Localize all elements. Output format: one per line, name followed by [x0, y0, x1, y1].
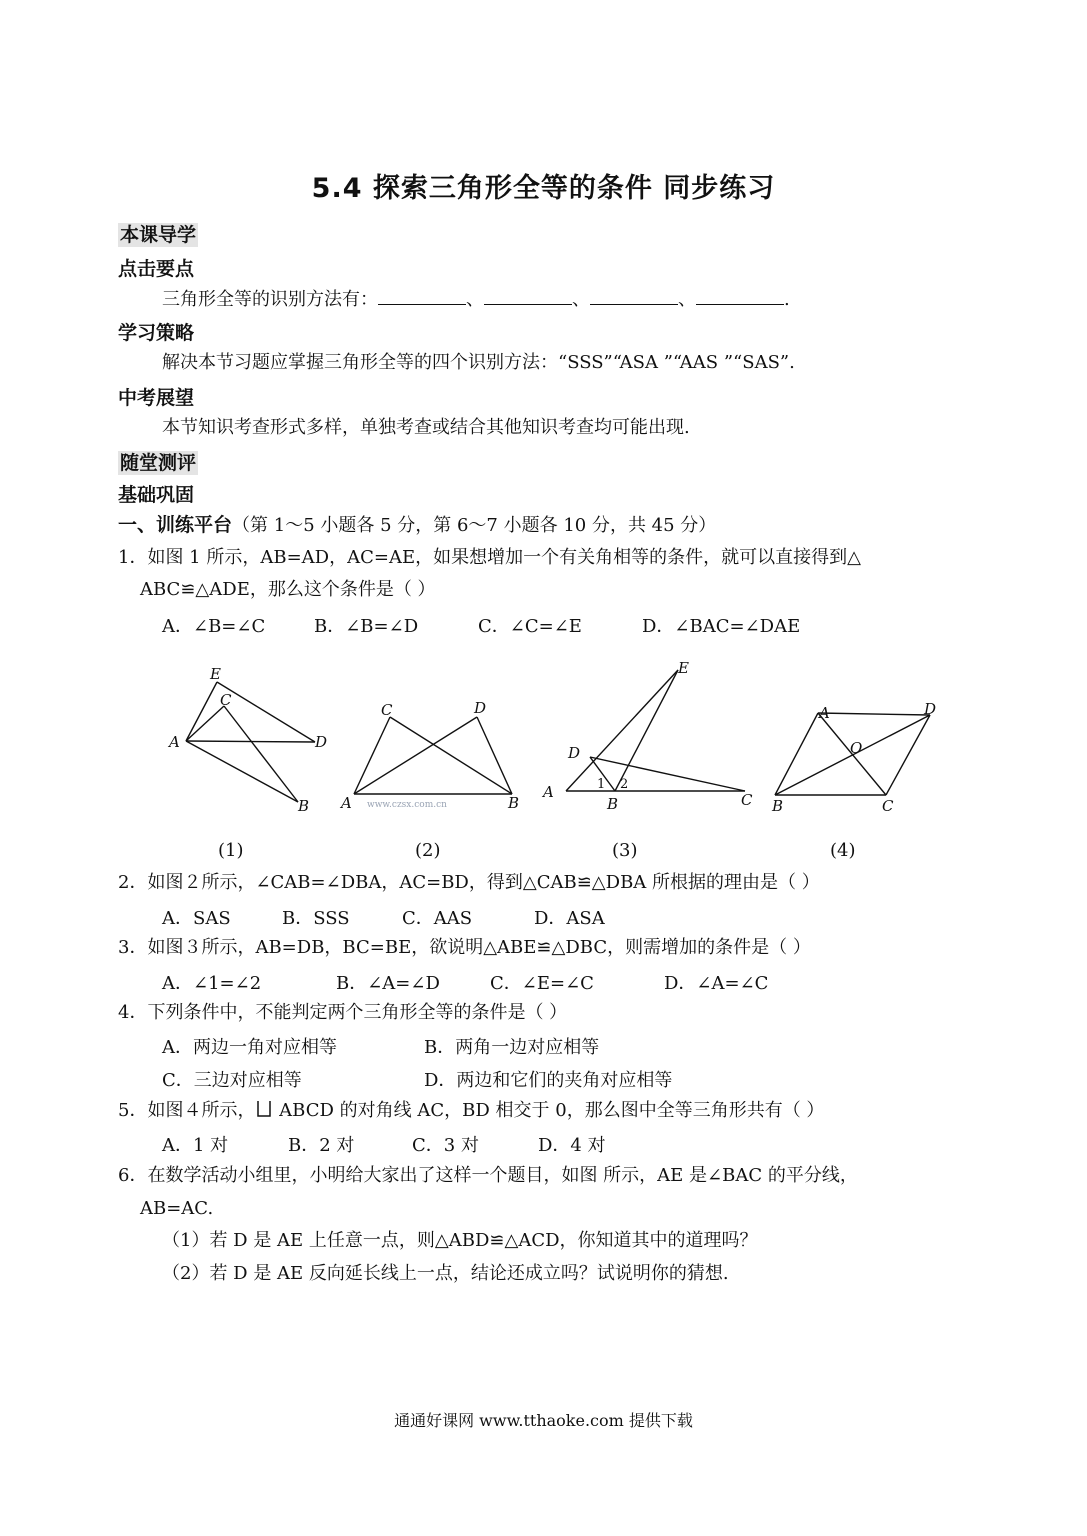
q1-option-d: D．∠BAC=∠DAE — [642, 616, 801, 637]
q1-option-b: B．∠B=∠D — [314, 616, 419, 637]
q4-option-c: C．三边对应相等 — [162, 1070, 302, 1091]
fig3-label-a: A — [543, 783, 554, 801]
blank-4 — [696, 286, 784, 305]
q6-line2: AB=AC. — [140, 1198, 214, 1219]
heading-strategy: 学习策略 — [118, 322, 195, 344]
fig1-label-e: E — [210, 665, 221, 683]
figures-row — [160, 655, 950, 825]
q1-line2: ABC≌△ADE，那么这个条件是（ ） — [140, 579, 436, 600]
q1-line1: 1．如图 1 所示，AB=AD，AC=AE，如果想增加一个有关角相等的条件，就可以直接得到△ — [118, 547, 861, 568]
q2-option-b: B．SSS — [282, 908, 350, 929]
q5-option-d: D．4 对 — [538, 1135, 606, 1156]
q5-option-a: A．1 对 — [162, 1135, 229, 1156]
fig2-label-d: D — [474, 699, 487, 717]
q6-line1: 6．在数学活动小组里，小明给大家出了这样一个题目，如图 所示，AE 是∠BAC 的平分线， — [118, 1165, 858, 1186]
fig1-label-d: D — [315, 733, 328, 751]
fig3-label-b: B — [607, 795, 619, 813]
fig3-label-e: E — [678, 659, 689, 677]
fig4-caption: (4) — [830, 840, 856, 861]
q2-line1: 2．如图２所示，∠CAB=∠DBA，AC=BD，得到△CAB≌△DBA 所根据的理由是（ ） — [118, 872, 820, 893]
q4-option-b: B．两角一边对应相等 — [424, 1037, 600, 1058]
fig4-label-a: A — [819, 704, 830, 722]
fig1-caption: (1) — [218, 840, 244, 861]
keypoints-text: 三角形全等的识别方法有： 、 、 、 . — [162, 286, 790, 313]
q3-option-d: D．∠A=∠C — [664, 973, 769, 994]
heading-outlook: 中考展望 — [118, 387, 195, 409]
fig3-label-d: D — [568, 744, 581, 762]
q2-option-c: C．AAS — [402, 908, 473, 929]
q6-sub2: （2）若 D 是 AE 反向延长线上一点，结论还成立吗？试说明你的猜想. — [162, 1263, 729, 1284]
fig4-label-d: D — [924, 700, 937, 718]
q3-option-c: C．∠E=∠C — [490, 973, 594, 994]
fig3-label-1: 1 — [597, 777, 606, 792]
section-title: 一、训练平台（第 1～5 小题各 5 分，第 6～7 小题各 10 分，共 45 分） — [118, 514, 717, 536]
q3-option-b: B．∠A=∠D — [336, 973, 440, 994]
q1-option-c: C．∠C=∠E — [478, 616, 582, 637]
fig4-label-o: O — [850, 739, 863, 757]
heading-keypoints: 点击要点 — [118, 258, 195, 280]
fig2-label-c: C — [381, 701, 393, 719]
fig3-caption: (3) — [612, 840, 638, 861]
parallelogram-icon — [255, 1099, 273, 1119]
q4-option-d: D．两边和它们的夹角对应相等 — [424, 1070, 673, 1091]
fig4-label-b: B — [772, 797, 784, 815]
fig2-caption: (2) — [415, 840, 441, 861]
q3-line1: 3．如图３所示，AB=DB，BC=BE，欲说明△ABE≌△DBC，则需增加的条件是（ ） — [118, 937, 811, 958]
figure-1 — [186, 682, 315, 802]
fig3-label-c: C — [741, 791, 753, 809]
q1-option-a: A．∠B=∠C — [162, 616, 266, 637]
q4-line1: 4．下列条件中，不能判定两个三角形全等的条件是（ ） — [118, 1002, 568, 1023]
q5-line1: 5．如图４所示， ABCD 的对角线 AC，BD 相交于 0，那么图中全等三角形共有（ ） — [118, 1100, 825, 1121]
blank-2 — [484, 286, 572, 305]
q2-option-a: A．SAS — [162, 908, 231, 929]
heading-basics: 基础巩固 — [118, 484, 195, 506]
q4-option-a: A．两边一角对应相等 — [162, 1037, 337, 1058]
q6-sub1: （1）若 D 是 AE 上任意一点，则△ABD≌△ACD，你知道其中的道理吗？ — [162, 1230, 758, 1251]
heading-assessment: 随堂测评 — [120, 452, 197, 474]
blank-1 — [378, 286, 466, 305]
outlook-text: 本节知识考查形式多样，单独考查或结合其他知识考查均可能出现. — [162, 417, 690, 438]
fig1-label-b: B — [298, 797, 310, 815]
fig3-label-2: 2 — [620, 777, 629, 792]
q3-option-a: A．∠1=∠2 — [162, 973, 262, 994]
fig4-label-c: C — [882, 797, 894, 815]
blank-3 — [590, 286, 678, 305]
page-title: 5.4 探索三角形全等的条件 同步练习 — [311, 173, 776, 204]
fig1-label-c: C — [220, 691, 232, 709]
fig1-label-a: A — [169, 733, 180, 751]
fig2-label-b: B — [508, 794, 520, 812]
fig2-label-a: A — [341, 794, 352, 812]
footer: 通通好课网 www.tthaoke.com 提供下载 — [394, 1411, 693, 1430]
figure-2 — [354, 717, 512, 794]
strategy-text: 解决本节习题应掌握三角形全等的四个识别方法：“SSS”“ASA ”“AAS ”“SAS”. — [162, 352, 795, 373]
fig2-watermark: www.czsx.com.cn — [367, 800, 447, 810]
q5-option-c: C．3 对 — [412, 1135, 479, 1156]
q2-option-d: D．ASA — [534, 908, 605, 929]
figure-3 — [566, 670, 745, 791]
q5-option-b: B．2 对 — [288, 1135, 355, 1156]
heading-intro: 本课导学 — [120, 224, 197, 246]
